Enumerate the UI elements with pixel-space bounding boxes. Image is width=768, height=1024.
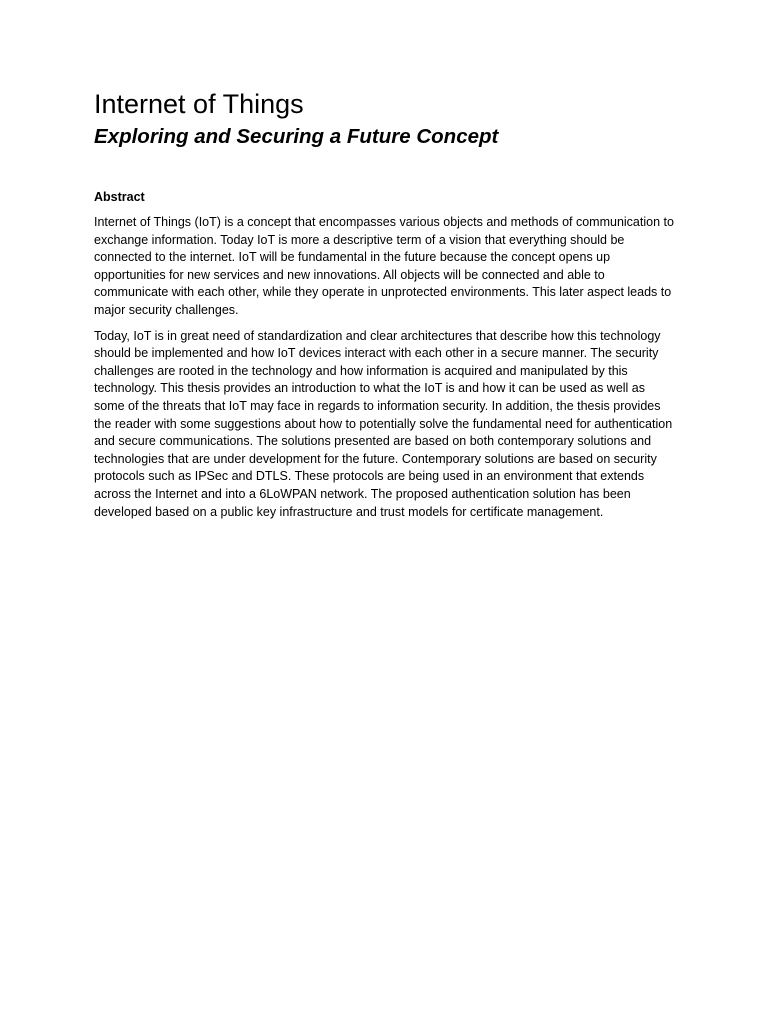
document-content — [94, 86, 679, 529]
document-subtitle: Exploring and Securing a Future Concept — [94, 125, 499, 148]
abstract-paragraph-1: Internet of Things (IoT) is a concept that encompasses various objects and methods of communication to exchange information. Today IoT is more a descriptive term of a vision that everything should be connected to the internet. IoT will be fundamental in the future because the concept opens up opportunities for new services and new innovations. All objects will be connected and able to communicate with each other, while they operate in unprotected environments. This later aspect leads to major security challenges. — [94, 215, 674, 317]
abstract-heading: Abstract — [94, 190, 145, 204]
abstract-paragraph-2: Today, IoT is in great need of standardization and clear architectures that describe how this technology should be implemented and how IoT devices interact with each other in a secure manner. The security challenges are rooted in the technology and how information is acquired and manipulated by this technology. This thesis provides an introduction to what the IoT is and how it can be used as well as some of the threats that IoT may face in regards to information security. In addition, the thesis provides the reader with some suggestions about how to potentially solve the fundamental need for authentication and secure communications. The solutions presented are based on both contemporary solutions and technologies that are under development for the future. Contemporary solutions are based on security protocols such as IPSec and DTLS. These protocols are being used in an environment that extends across the Internet and into a 6LoWPAN network. The proposed authentication solution has been developed based on a public key infrastructure and trust models for certificate management. — [94, 328, 673, 519]
document-title: Internet of Things — [94, 89, 304, 119]
